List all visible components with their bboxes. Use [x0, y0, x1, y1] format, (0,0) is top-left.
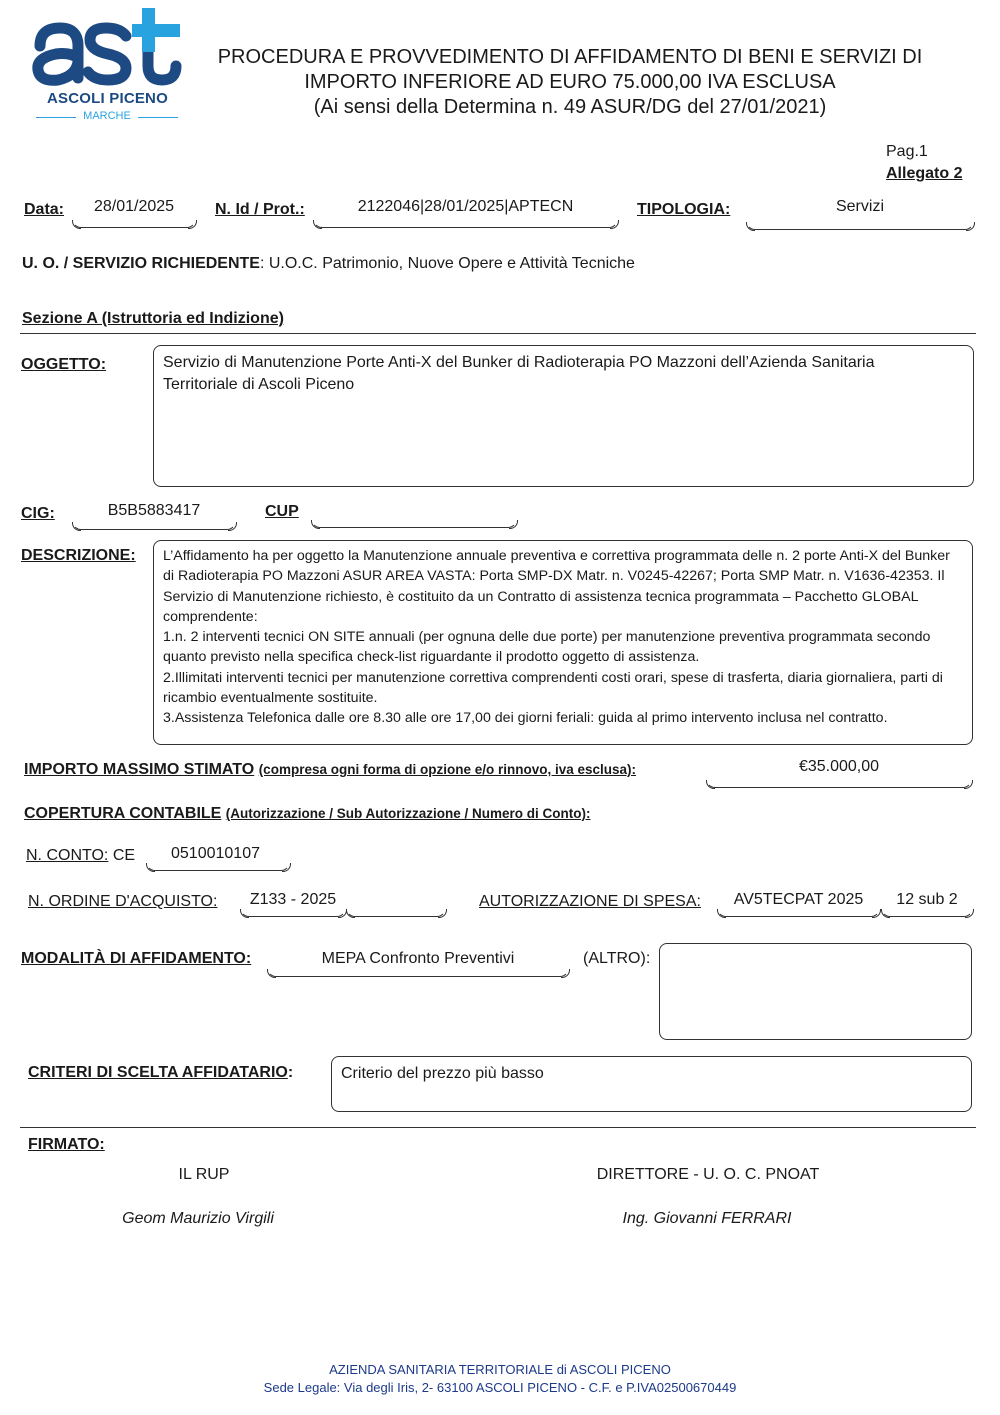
criteri-row — [28, 1064, 293, 1082]
firmato-label: FIRMATO: — [28, 1136, 105, 1153]
copertura-label: COPERTURA CONTABILE — [24, 805, 222, 822]
prot-value: 2122046|28/01/2025|APTECN — [357, 198, 574, 215]
director-name: Ing. Giovanni FERRARI — [622, 1210, 792, 1227]
autorizzazione-sub-field[interactable] — [881, 891, 973, 917]
ordine-label: N. ORDINE D'ACQUISTO: — [28, 893, 218, 910]
autorizzazione-sub-value: 12 sub 2 — [896, 891, 958, 908]
conto-row — [26, 847, 135, 865]
criteri-box[interactable]: Criterio del prezzo più basso — [331, 1056, 972, 1112]
importo-field[interactable] — [706, 758, 972, 788]
cig-value: B5B5883417 — [107, 502, 201, 519]
conto-label: N. CONTO: — [26, 847, 109, 864]
conto-prefix: CE — [112, 847, 136, 864]
modalita-label: MODALITÀ DI AFFIDAMENTO: — [21, 950, 252, 967]
modalita-value: MEPA Confronto Preventivi — [321, 950, 515, 967]
importo-label: IMPORTO MASSIMO STIMATO — [24, 761, 255, 778]
logo-region-line-left — [36, 117, 76, 118]
autorizzazione-field[interactable] — [717, 891, 880, 917]
ordine-field[interactable] — [240, 891, 346, 917]
logo-region: MARCHE — [83, 110, 131, 122]
cig-field[interactable] — [72, 502, 236, 530]
importo-value: €35.000,00 — [798, 758, 880, 775]
requester-value: : U.O.C. Patrimonio, Nuove Opere e Attività Tecniche — [259, 255, 635, 272]
date-value: 28/01/2025 — [93, 198, 175, 215]
ordine-value: Z133 - 2025 — [249, 891, 337, 908]
descrizione-label: DESCRIZIONE: — [21, 547, 136, 564]
logo — [30, 6, 185, 126]
altro-box[interactable] — [659, 943, 972, 1040]
importo-row — [24, 761, 636, 779]
ast-logo-icon — [30, 6, 185, 88]
criteri-colon: : — [287, 1064, 294, 1081]
page-number: Pag.1 — [886, 143, 928, 160]
footer — [200, 1361, 800, 1397]
rup-role: IL RUP — [178, 1166, 230, 1183]
date-label: Data: — [24, 201, 65, 218]
requester-label: U. O. / SERVIZIO RICHIEDENTE — [22, 255, 260, 272]
ordine-field-2[interactable] — [346, 891, 446, 917]
descrizione-item-1: 1.n. 2 interventi tecnici ON SITE annuali (per ognuna delle due porte) per manutenzione preventiva programmata secondo quanto previsto nella specifica check-list riguardante il prodotto oggetto di assistenza. — [163, 629, 931, 666]
title-line-3: (Ai sensi della Determina n. 49 ASUR/DG del 27/01/2021) — [313, 96, 827, 118]
criteri-label: CRITERI DI SCELTA AFFIDATARIO — [28, 1064, 288, 1081]
cig-label: CIG: — [21, 505, 55, 522]
conto-field[interactable] — [146, 845, 290, 871]
footer-org: AZIENDA SANITARIA TERRITORIALE di ASCOLI PICENO — [329, 1362, 671, 1377]
logo-region-line-right — [138, 117, 178, 118]
prot-field[interactable] — [313, 198, 618, 228]
type-label: TIPOLOGIA: — [637, 201, 731, 218]
descrizione-item-2: 2.Illimitati interventi tecnici per manutenzione correttiva comprendenti costi orari, spese di trasferta, diaria giornaliera, parti di ricambio eventualmente sostituite. — [163, 669, 943, 707]
autorizzazione-value: AV5TECPAT 2025 — [733, 891, 864, 908]
descrizione-paragraph: L’Affidamento ha per oggetto la Manutenzione annuale preventiva e correttiva programmata delle n. 2 porte Anti-X del Bunker di Radioterapia PO Mazzoni ASUR AREA VASTA: Porta SMP-DX Matr. n. V0245-42267; Porta SMP Matr. n. V1636-42353. Il Servizio di Manutenzione richiesto, è costituito da un Contratto di assistenza tecnica programmata – Pacchetto GLOBAL comprendente: — [163, 548, 950, 625]
cup-field[interactable] — [311, 500, 517, 528]
oggetto-box[interactable]: Servizio di Manutenzione Porte Anti-X del Bunker di Radioterapia PO Mazzoni dell’Azienda Sanitaria Territoriale di Ascoli Piceno — [153, 345, 974, 487]
title-line-2: IMPORTO INFERIORE AD EURO 75.000,00 IVA ESCLUSA — [304, 71, 836, 93]
type-value: Servizi — [835, 198, 884, 215]
altro-label: (ALTRO): — [583, 950, 651, 967]
document-title — [200, 45, 940, 120]
director-role: DIRETTORE - U. O. C. PNOAT — [596, 1166, 820, 1183]
descrizione-box[interactable] — [153, 540, 973, 745]
attachment-label: Allegato 2 — [886, 165, 963, 182]
importo-note: (compresa ogni forma di opzione e/o rinnovo, iva esclusa): — [258, 762, 637, 777]
type-field[interactable] — [746, 198, 974, 230]
section-a-title: Sezione A (Istruttoria ed Indizione) — [22, 310, 284, 327]
title-line-1: PROCEDURA E PROVVEDIMENTO DI AFFIDAMENTO DI BENI E SERVIZI DI — [217, 46, 923, 68]
copertura-row — [24, 805, 591, 823]
logo-org-name: ASCOLI PICENO — [47, 90, 168, 107]
requester-row — [22, 255, 635, 273]
copertura-note: (Autorizzazione / Sub Autorizzazione / Numero di Conto): — [225, 806, 591, 821]
rup-name: Geom Maurizio Virgili — [122, 1210, 274, 1227]
section-divider — [20, 333, 976, 334]
footer-address: Sede Legale: Via degli Iris, 2- 63100 ASCOLI PICENO - C.F. e P.IVA02500670449 — [263, 1380, 737, 1395]
autorizzazione-label: AUTORIZZAZIONE DI SPESA: — [479, 893, 701, 910]
cup-label: CUP — [265, 503, 299, 520]
date-field[interactable] — [72, 198, 196, 228]
signature-divider — [20, 1127, 976, 1128]
oggetto-label: OGGETTO: — [21, 356, 107, 373]
prot-label: N. Id / Prot.: — [215, 201, 305, 218]
conto-value: 0510010107 — [171, 845, 260, 862]
descrizione-item-3: 3.Assistenza Telefonica dalle ore 8.30 alle ore 17,00 dei giorni feriali: guida al primo intervento inclusa nel contratto. — [163, 710, 888, 727]
modalita-field[interactable] — [267, 950, 569, 977]
